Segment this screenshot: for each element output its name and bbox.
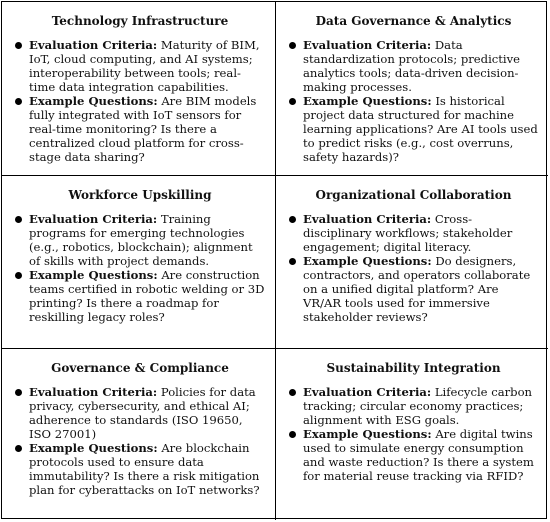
bullet-icon [15, 445, 22, 452]
criteria-label: Evaluation Criteria: [29, 212, 158, 226]
bullet-icon [289, 431, 296, 438]
criteria-text: Data standardization protocols; predictive analytics tools; data-driven decision-making processes. [303, 38, 521, 94]
bullet-icon [289, 42, 296, 49]
questions-item [287, 94, 540, 164]
bullet-icon [289, 389, 296, 396]
bullet-icon [15, 42, 22, 49]
questions-item [13, 441, 267, 497]
questions-text: Are blockchain protocols used to ensure data immutability? Is there a risk mitigation plan for cyberattacks on IoT networks? [29, 441, 260, 497]
criteria-text: Maturity of BIM, IoT, cloud computing, and AI systems; interoperability between tools; real-time data integration capabilities. [29, 38, 260, 94]
bullet-list [287, 385, 540, 483]
cell-organizational-collaboration [275, 175, 548, 348]
cell-technology-infrastructure [2, 2, 275, 175]
questions-item [13, 268, 267, 324]
questions-text: Are digital twins used to simulate energy consumption and waste reduction? Is there a system for material reuse tracking via RFID? [303, 427, 534, 483]
criteria-item [287, 212, 540, 254]
criteria-label: Evaluation Criteria: [29, 385, 158, 399]
cell-title: Technology Infrastructure [51, 14, 229, 28]
cell-title: Workforce Upskilling [68, 188, 212, 202]
questions-label: Example Questions: [303, 427, 432, 441]
framework-grid [1, 1, 547, 519]
cell-title: Governance & Compliance [51, 361, 229, 375]
criteria-item [287, 385, 540, 427]
criteria-text: Cross-disciplinary workflows; stakeholder engagement; digital literacy. [303, 212, 513, 254]
questions-text: Do designers, contractors, and operators collaborate on a unified digital platform? Are VR/AR tools used for immersive stakeholder reviews? [303, 254, 531, 324]
criteria-label: Evaluation Criteria: [303, 385, 432, 399]
questions-label: Example Questions: [303, 254, 432, 268]
cell-data-governance-analytics [275, 2, 548, 175]
criteria-label: Evaluation Criteria: [303, 212, 432, 226]
criteria-text: Lifecycle carbon tracking; circular economy practices; alignment with ESG goals. [303, 385, 533, 427]
criteria-label: Evaluation Criteria: [303, 38, 432, 52]
questions-label: Example Questions: [29, 441, 158, 455]
questions-label: Example Questions: [29, 94, 158, 108]
bullet-icon [289, 98, 296, 105]
criteria-item [13, 385, 267, 441]
cell-governance-compliance [2, 348, 275, 520]
criteria-item [287, 38, 540, 94]
criteria-text: Policies for data privacy, cybersecurity, and ethical AI; adherence to standards (ISO 19650, ISO 27001) [29, 385, 256, 441]
questions-item [13, 94, 267, 164]
cell-title: Organizational Collaboration [315, 188, 512, 202]
cell-title: Sustainability Integration [326, 361, 501, 375]
bullet-icon [15, 389, 22, 396]
questions-item [287, 254, 540, 324]
cell-title: Data Governance & Analytics [315, 14, 512, 28]
bullet-icon [15, 216, 22, 223]
questions-label: Example Questions: [303, 94, 432, 108]
bullet-list [287, 38, 540, 164]
bullet-icon [289, 258, 296, 265]
bullet-list [287, 212, 540, 324]
bullet-list [13, 38, 267, 164]
bullet-icon [15, 272, 22, 279]
criteria-label: Evaluation Criteria: [29, 38, 158, 52]
bullet-icon [289, 216, 296, 223]
bullet-icon [15, 98, 22, 105]
questions-text: Are construction teams certified in robotic welding or 3D printing? Is there a roadmap for reskilling legacy roles? [29, 268, 265, 324]
bullet-list [13, 385, 267, 497]
questions-label: Example Questions: [29, 268, 158, 282]
cell-workforce-upskilling [2, 175, 275, 348]
questions-text: Are BIM models fully integrated with IoT sensors for real-time monitoring? Is there a centralized cloud platform for cross-stage data sharing? [29, 94, 257, 164]
questions-text: Is historical project data structured for machine learning applications? Are AI tools used to predict risks (e.g., cost overruns, safety hazards)? [303, 94, 538, 164]
questions-item [287, 427, 540, 483]
cell-sustainability-integration [275, 348, 548, 520]
criteria-item [13, 212, 267, 268]
criteria-text: Training programs for emerging technologies (e.g., robotics, blockchain); alignment of skills with project demands. [29, 212, 253, 268]
bullet-list [13, 212, 267, 324]
criteria-item [13, 38, 267, 94]
